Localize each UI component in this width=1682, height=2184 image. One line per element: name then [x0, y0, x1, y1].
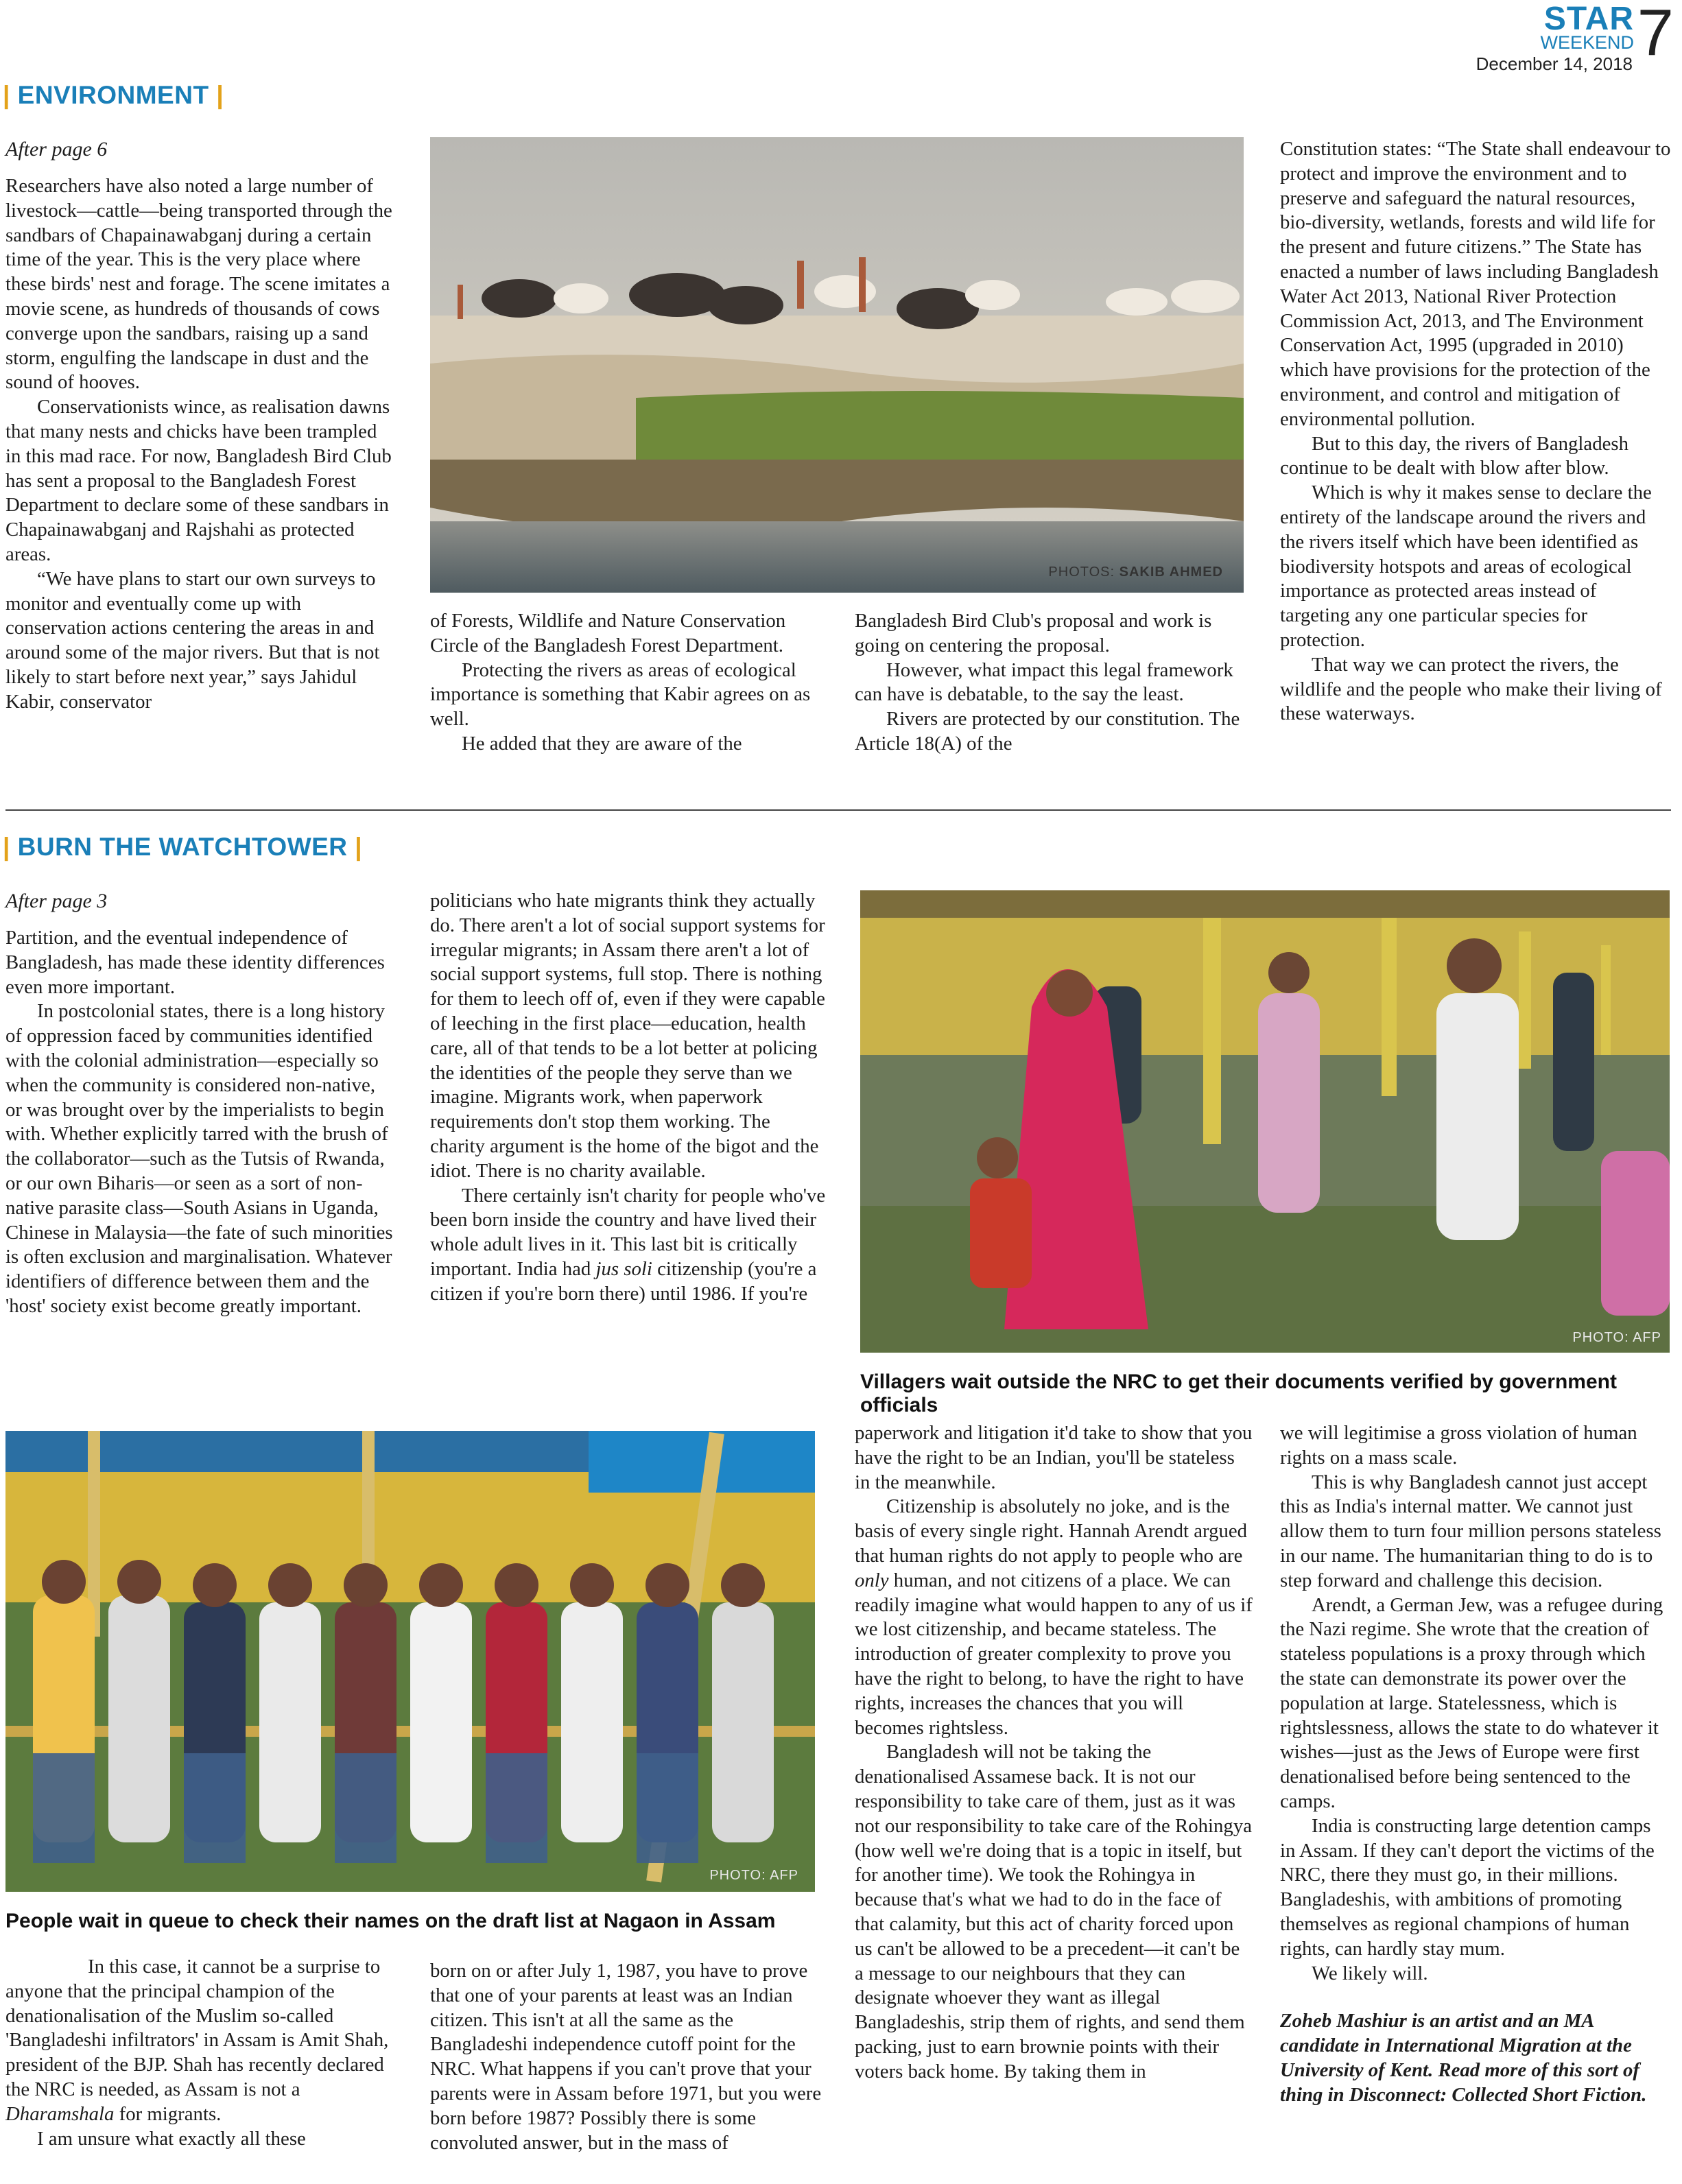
section-label-burn-the-watchtower: | BURN THE WATCHTOWER | — [3, 833, 363, 861]
paragraph: Protecting the rivers as areas of ecological importance is something that Kabir agrees on as well. — [430, 658, 811, 731]
section-divider — [5, 809, 1671, 811]
author-bio: Zoheb Mashiur is an artist and an MA candidate in International Migration at the University of Kent. Read more of this sort of thing in Disconnect: Collected Short Fiction. — [1280, 2010, 1647, 2106]
paragraph: Arendt, a German Jew, was a refugee during the Nazi regime. She wrote that the creation of stateless populations is a proxy through which the state can demonstrate its power over the population at large. Statelessness, which is rightslessness, allows the state to do whatever it wishes—just as the Jews of Europe were first denationalised before being sentenced to the camps. — [1280, 1593, 1663, 1812]
paragraph: In this case, it cannot be a surprise to anyone that the principal champion of the denationalisation of the Muslim so-called 'Bangladeshi infiltrators' in Assam is Amit Shah, president of the BJP. Shah has recently declared the NRC is needed, as Assam is not a Dharamshala for migrants. — [5, 1956, 389, 2125]
paragraph: He added that they are aware of the — [462, 732, 742, 755]
villagers-nrc-image — [860, 890, 1670, 1353]
brand-weekend: WEEKEND — [1540, 32, 1634, 53]
photo1-credit: PHOTO: AFP — [1572, 1330, 1661, 1345]
cattle-sandbar-image — [430, 137, 1244, 593]
watchtower-lower-column-2 — [430, 1959, 828, 2155]
environment-column-2 — [430, 609, 828, 757]
paragraph: Bangladesh Bird Club's proposal and work is going on centering the proposal. — [855, 610, 1212, 656]
brand-star: STAR — [1543, 1, 1634, 37]
paragraph: Bangladesh will not be taking the denationalised Assamese back. It is not our responsibility to take care of them, just as it was not our responsibility to take care of the Rohingya (how well we're doing that is a topic in itself, but for another time). We took the Rohingya in because that's what we had to do in the face of that calamity, but this act of charity forced upon us can't be allowed to be a precedent—it can't be a message to our neighbours that they can designate whoever they want as illegal Bangladeshis, strip them of rights, and send them packing, just to earn brownie points with their voters back home. By taking them in — [855, 1741, 1253, 2082]
paragraph: We likely will. — [1312, 1962, 1428, 1984]
paragraph: “We have plans to start our own surveys to monitor and eventually come up with conservation actions centering the areas in and around some of the major rivers. But that is not likely to start before next year,” says Jahidul Kabir, conservator — [5, 567, 380, 713]
watchtower-column-3 — [855, 1421, 1253, 2085]
photo1-caption: Villagers wait outside the NRC to get their documents verified by government officials — [860, 1370, 1617, 1416]
paragraph: Researchers have also noted a large number of livestock—cattle—being transported through the sandbars of Chapainawabganj during a certain time of the year. This is the very place where these birds' nest and forage. The scene imitates a movie scene, as hundreds of thousands of cows converge upon the sandbars, raising up a sand storm, engulfing the landscape in dust and the sound of hooves. — [5, 175, 392, 394]
paragraph: But to this day, the rivers of Bangladesh continue to be dealt with blow after blow. — [1280, 432, 1629, 479]
environment-column-4 — [1280, 137, 1671, 726]
paragraph: paperwork and litigation it'd take to show that you have the right to be an Indian, you'll be stateless in the meanwhile. — [855, 1422, 1253, 1493]
photo2-credit: PHOTO: AFP — [709, 1868, 798, 1883]
environment-kicker: After page 6 — [5, 138, 108, 161]
paragraph: Rivers are protected by our constitution. The Article 18(A) of the — [855, 708, 1240, 755]
paragraph: That way we can protect the rivers, the wildlife and the people who make their living of these waterways. — [1280, 653, 1662, 725]
paragraph: Partition, and the eventual independence of Bangladesh, has made these identity differences even more important. — [5, 927, 385, 998]
paragraph: In postcolonial states, there is a long history of oppression faced by communities identified with the colonial administration—especially so when the community is considered non-native, or was brought over by the imperialists to begin with. Whether explicitly tarred with the brush of the collaborator—such as the Tutsis of Rwanda, or our own Biharis—or seen as a sort of non-native parasite class—South Asians in Uganda, Chinese in Malaysia—the fate of such minorities is often exclusion and marginalisation. Whatever identifiers of difference between them and the 'host' society exist become greatly important. — [5, 1000, 393, 1317]
masthead — [1468, 0, 1674, 78]
section-label-environment: | ENVIRONMENT | — [3, 81, 224, 109]
watchtower-lower-column-1 — [5, 1955, 390, 2151]
watchtower-column-1 — [5, 889, 395, 1319]
watchtower-column-4 — [1280, 1421, 1671, 2108]
paragraph: Which is why it makes sense to declare the entirety of the landscape around the rivers and the rivers itself which have been identified as biodiversity hotspots and areas of ecological importance as protected areas instead of targeting any one particular species for protection. — [1280, 482, 1652, 651]
paragraph: Constitution states: “The State shall endeavour to protect and improve the environment and to preserve and safeguard the natural resources, bio-diversity, wetlands, forests and wild life for the present and future citizens.” The State has enacted a number of laws including Bangladesh Water Act 2013, National River Protection Commission Act, 2013, and The Environment Conservation Act, 1995 (upgraded in 2010) which have provisions for the protection of the environment, and control and mitigation of environmental pollution. — [1280, 138, 1671, 430]
paragraph: politicians who hate migrants think they actually do. There aren't a lot of social support systems for irregular migrants; in Assam there aren't a lot of social support systems, full stop. There is nothing for them to leech off of, even if they were capable of leeching in the first place—education, health care, all of that tends to be a lot better at policing the identities of the people they serve than we imagine. Migrants work, when paperwork requirements don't stop them working. The charity argument is the home of the bigot and the idiot. There is no charity available. — [430, 890, 825, 1182]
paragraph: There certainly isn't charity for people who've been born inside the country and have lived their whole adult lives in it. This last bit is critically important. India had jus soli citizenship (you're a citizen if you're born there) until 1986. If you're — [430, 1184, 826, 1305]
environment-column-3 — [855, 609, 1253, 757]
paragraph: I am unsure what exactly all these — [37, 2127, 306, 2150]
environment-column-1 — [5, 137, 395, 715]
paragraph: we will legitimise a gross violation of human rights on a mass scale. — [1280, 1422, 1637, 1469]
paragraph: Conservationists wince, as realisation dawns that many nests and chicks have been trampled in this mad race. For now, Bangladesh Bird Club has sent a proposal to the Bangladesh Forest Department to declare some of these sandbars in Chapainawabganj and Rajshahi as protected areas. — [5, 396, 392, 565]
queue-nagaon-image — [5, 1431, 815, 1892]
paragraph: born on or after July 1, 1987, you have to prove that one of your parents at least was an Indian citizen. This isn't at all the same as the Bangladeshi independence cutoff point for the NRC. What happens if you can't prove that your parents were in Assam before 1971, but you were born before 1987? Possibly there is some convoluted answer, but in the mass of — [430, 1960, 822, 2154]
paragraph: India is constructing large detention camps in Assam. If they can't deport the victims of the NRC, there they must go, in their millions. Bangladeshis, with ambitions of promoting themselves as regional champions of human rights, can hardly stay mum. — [1280, 1814, 1655, 1960]
paragraph: of Forests, Wildlife and Nature Conservation Circle of the Bangladesh Forest Department. — [430, 610, 786, 656]
paragraph: This is why Bangladesh cannot just accept this as India's internal matter. We cannot just allow them to turn four million persons stateless in our name. The humanitarian thing to do is to step forward and challenge this decision. — [1280, 1471, 1661, 1591]
cattle-sandbar-photo — [430, 137, 1244, 593]
issue-date: December 14, 2018 — [1476, 54, 1633, 74]
watchtower-column-2 — [430, 889, 828, 1307]
watchtower-kicker: After page 3 — [5, 890, 108, 912]
villagers-nrc-photo — [860, 890, 1670, 1353]
photo2-caption: People wait in queue to check their names on the draft list at Nagaon in Assam — [5, 1910, 776, 1932]
paragraph: Citizenship is absolutely no joke, and is the basis of every single right. Hannah Arendt argued that human rights do not apply to people who are only human, and not citizens of a place. We can readily imagine what would happen to any of us if we lost citizenship, and became stateless. The introduction of greater complexity to prove you have the right to belong, to have the right to have rights, increases the chances that you will becomes rightsless. — [855, 1495, 1253, 1739]
environment-photo-credit: PHOTOS: SAKIB AHMED — [1048, 565, 1223, 580]
page-number: 7 — [1637, 0, 1674, 69]
queue-nagaon-photo — [5, 1431, 815, 1892]
paragraph: However, what impact this legal framework can have is debatable, to the say the least. — [855, 658, 1233, 706]
